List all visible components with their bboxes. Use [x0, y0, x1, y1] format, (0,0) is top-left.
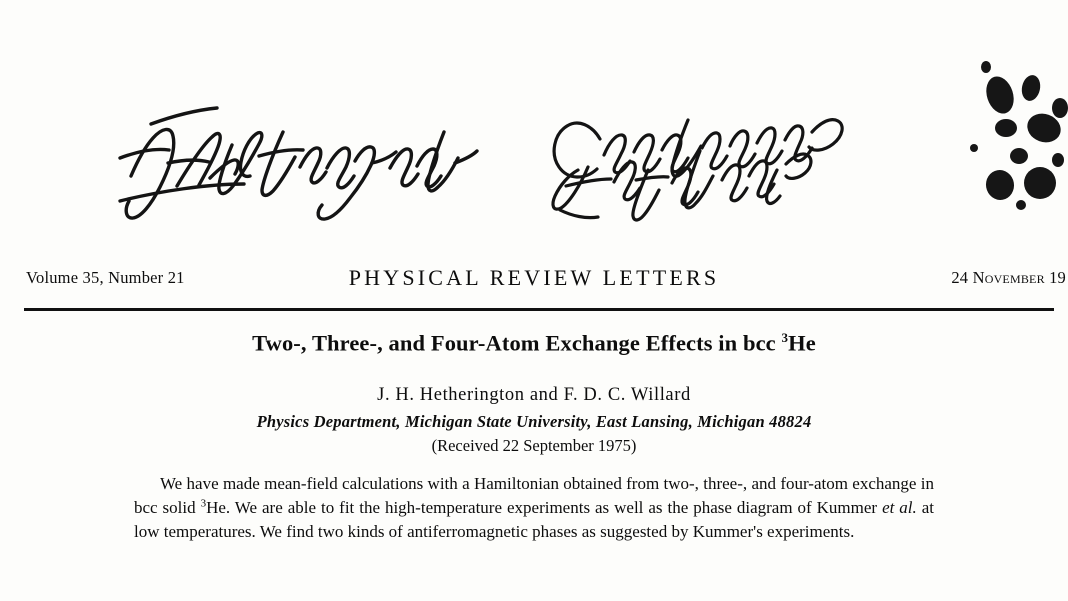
article-affiliation: Physics Department, Michigan State University, East Lansing, Michigan 48824: [256, 411, 812, 431]
ink-blot: [970, 61, 1068, 210]
article-abstract: [134, 472, 934, 544]
abstract-italic: et al.: [882, 497, 917, 517]
header-rule: [24, 308, 1054, 311]
title-superscript: 3: [781, 330, 789, 345]
abstract-seg-1: We have made mean-field calculations with a Hamiltonian obtained from two-, three-, and four-atom exchange in bcc solid: [134, 473, 934, 517]
journal-name: PHYSICAL REVIEW LETTERS: [348, 265, 720, 290]
article-block: [0, 330, 1068, 544]
title-text-2: He: [788, 330, 816, 356]
article-received-date: (Received 22 September 1975): [431, 435, 637, 455]
inscription-ink: [553, 120, 842, 220]
running-head: [0, 258, 1068, 298]
abstract-seg-3: at low temperatures. We find two kinds of antiferromagnetic phases as suggested by Kummer's experiments.: [134, 497, 934, 541]
article-title: [0, 330, 1068, 357]
signature-ink: [120, 108, 477, 219]
abstract-superscript: 3: [200, 496, 207, 509]
title-text-1: Two-, Three-, and Four-Atom Exchange Effects in bcc: [252, 330, 782, 356]
volume-number: Volume 35, Number 21: [26, 268, 185, 287]
abstract-seg-2: He. We are able to fit the high-temperature experiments as well as the phase diagram of Kummer: [206, 497, 883, 517]
handwriting-layer: [0, 0, 1068, 250]
article-authors: J. H. Hetherington and F. D. C. Willard: [377, 384, 691, 405]
issue-date: 24 November 19: [951, 268, 1066, 287]
